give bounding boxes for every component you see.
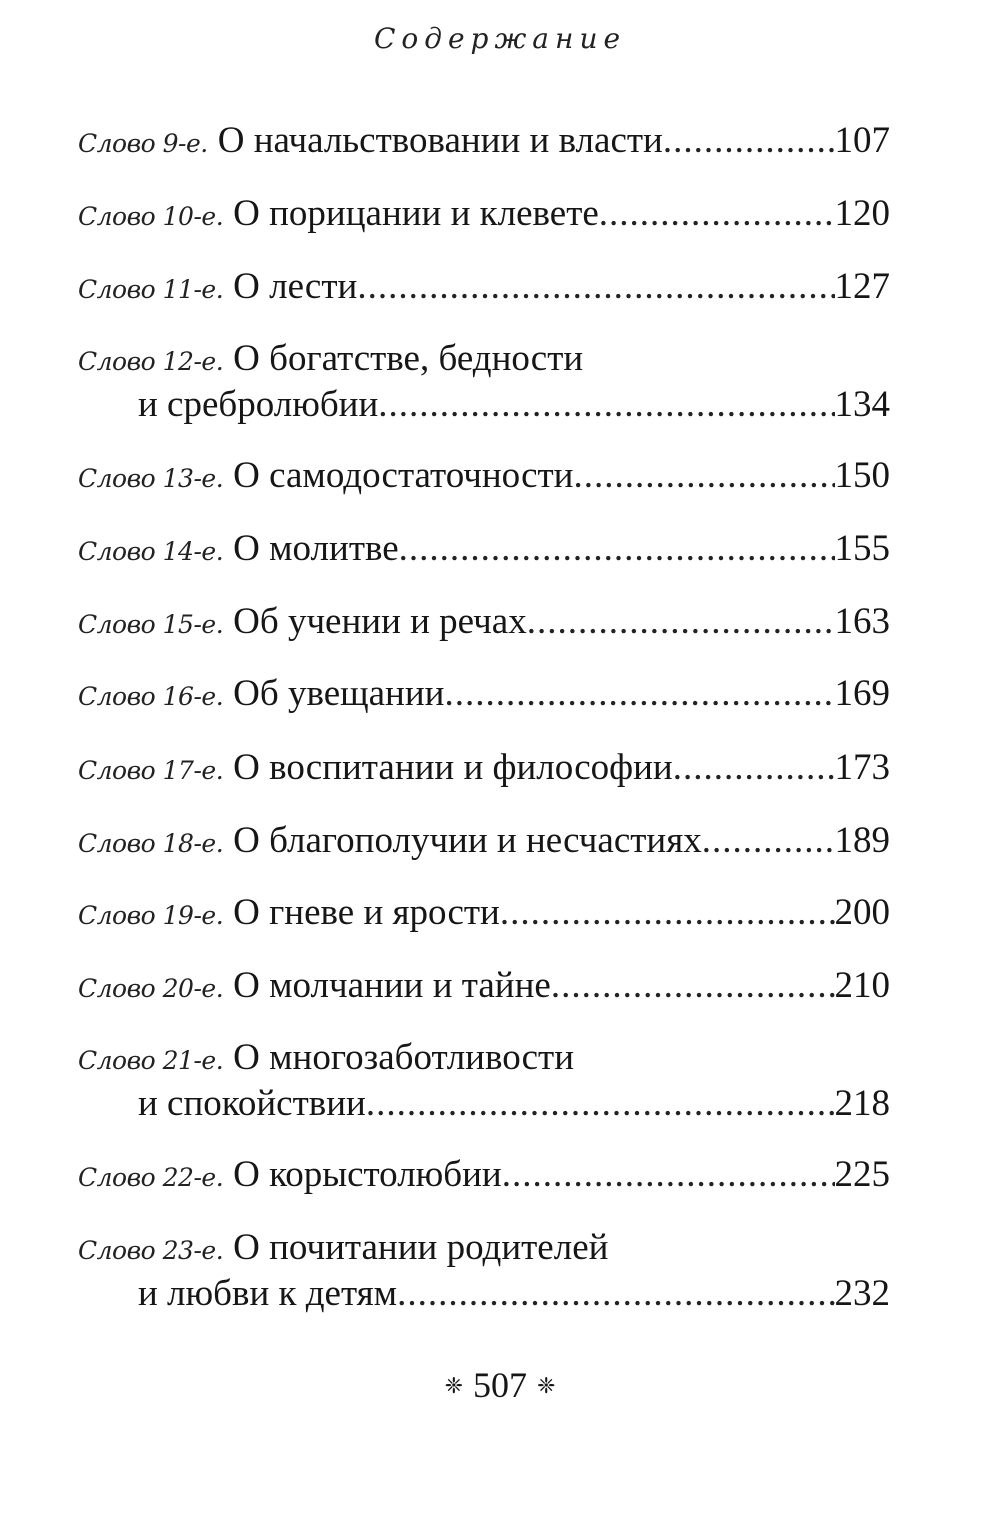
- toc-line: [78, 264, 890, 310]
- entry-title: О корыстолюбии: [233, 1154, 502, 1195]
- entry-title: Об учении и речах: [233, 601, 527, 642]
- toc-line: [78, 191, 890, 237]
- toc-entry[interactable]: [78, 453, 890, 499]
- dot-leader: [397, 1271, 834, 1317]
- toc-line: [78, 745, 890, 791]
- entry-title: О богатстве, бедности: [233, 338, 584, 379]
- dot-leader: [399, 526, 835, 572]
- entry-page-number: 120: [834, 193, 890, 234]
- entry-title: Об увещании: [233, 673, 445, 714]
- entry-page-number: 189: [834, 820, 890, 861]
- page-folio: [0, 1364, 1000, 1406]
- dot-leader: [378, 382, 834, 428]
- entry-label: Слово 13-е.: [78, 464, 224, 493]
- running-head: Содержание: [373, 22, 627, 55]
- entry-label: Слово 15-е.: [78, 610, 224, 639]
- toc-line: [78, 453, 890, 499]
- toc-line: [78, 818, 890, 864]
- entry-label: Слово 12-е.: [78, 347, 224, 376]
- toc-entry[interactable]: [78, 118, 890, 164]
- dot-leader: [673, 745, 835, 791]
- toc-entry[interactable]: [78, 1225, 890, 1317]
- toc-entry[interactable]: [78, 818, 890, 864]
- toc-entry[interactable]: [78, 1035, 890, 1127]
- entry-title: О благополучии и несчастиях: [233, 820, 702, 861]
- toc-line: [78, 599, 890, 645]
- entry-title: О почитании родителей: [233, 1227, 609, 1268]
- toc-line-continuation: [78, 1081, 890, 1127]
- entry-label: Слово 14-е.: [78, 537, 224, 566]
- entry-label: Слово 18-е.: [78, 829, 224, 858]
- dot-leader: [573, 453, 834, 499]
- page-number: 507: [473, 1365, 527, 1405]
- toc-line: [78, 890, 890, 936]
- entry-title: О лести: [233, 266, 358, 307]
- entry-page-number: 210: [834, 965, 890, 1006]
- dot-leader: [663, 118, 835, 164]
- toc-entry[interactable]: [78, 1152, 890, 1198]
- entry-label: Слово 23-е.: [78, 1236, 224, 1265]
- entry-label: Слово 22-е.: [78, 1163, 224, 1192]
- entry-title: О самодостаточности: [233, 455, 574, 496]
- entry-page-number: 225: [834, 1154, 890, 1195]
- entry-page-number: 173: [834, 747, 890, 788]
- toc-line: [78, 526, 890, 572]
- toc-line: [78, 1225, 890, 1271]
- toc-entry[interactable]: [78, 671, 890, 717]
- entry-title: О начальствовании и власти: [217, 120, 663, 161]
- entry-page-number: 218: [834, 1083, 890, 1124]
- entry-title-continuation: и любви к детям: [138, 1273, 398, 1314]
- toc-entry[interactable]: [78, 191, 890, 237]
- entry-page-number: 107: [834, 120, 890, 161]
- entry-label: Слово 20-е.: [78, 974, 224, 1003]
- toc-line: [78, 336, 890, 382]
- toc-line: [78, 963, 890, 1009]
- toc-entry[interactable]: [78, 264, 890, 310]
- toc-entry[interactable]: [78, 745, 890, 791]
- entry-title-continuation: и спокойствии: [138, 1083, 366, 1124]
- dot-leader: [502, 1152, 835, 1198]
- entry-title: О многозаботливости: [233, 1037, 575, 1078]
- entry-page-number: 169: [834, 673, 890, 714]
- entry-page-number: 163: [834, 601, 890, 642]
- flower-ornament-icon: ❈: [537, 1372, 556, 1398]
- toc-line-continuation: [78, 1271, 890, 1317]
- dot-leader: [444, 671, 834, 717]
- dot-leader: [599, 191, 835, 237]
- toc-entry[interactable]: [78, 890, 890, 936]
- dot-leader: [527, 599, 835, 645]
- dot-leader: [366, 1081, 835, 1127]
- toc-line: [78, 1152, 890, 1198]
- entry-title-continuation: и сребролюбии: [138, 384, 379, 425]
- entry-title: О порицании и клевете: [233, 193, 599, 234]
- dot-leader: [702, 818, 835, 864]
- entry-page-number: 150: [834, 455, 890, 496]
- entry-label: Слово 19-е.: [78, 901, 224, 930]
- entry-label: Слово 21-е.: [78, 1046, 224, 1075]
- entry-label: Слово 11-е.: [78, 275, 224, 304]
- entry-label: Слово 16-е.: [78, 682, 224, 711]
- entry-title: О воспитании и философии: [233, 747, 673, 788]
- entry-page-number: 127: [834, 266, 890, 307]
- dot-leader: [357, 264, 834, 310]
- toc-entry[interactable]: [78, 599, 890, 645]
- dot-leader: [551, 963, 835, 1009]
- toc-entry[interactable]: [78, 336, 890, 428]
- dot-leader: [500, 890, 835, 936]
- entry-page-number: 134: [834, 384, 890, 425]
- toc-line: [78, 1035, 890, 1081]
- toc-line: [78, 118, 890, 164]
- entry-page-number: 200: [834, 892, 890, 933]
- entry-label: Слово 10-е.: [78, 202, 224, 231]
- toc-line-continuation: [78, 382, 890, 428]
- flower-ornament-icon: ❈: [444, 1372, 463, 1398]
- entry-label: Слово 9-е.: [78, 129, 208, 158]
- entry-page-number: 155: [834, 528, 890, 569]
- entry-title: О молчании и тайне: [233, 965, 551, 1006]
- toc-line: [78, 671, 890, 717]
- entry-title: О гневе и ярости: [233, 892, 500, 933]
- toc-entry[interactable]: [78, 963, 890, 1009]
- entry-label: Слово 17-е.: [78, 756, 224, 785]
- entry-title: О молитве: [233, 528, 399, 569]
- entry-page-number: 232: [834, 1273, 890, 1314]
- toc-entry[interactable]: [78, 526, 890, 572]
